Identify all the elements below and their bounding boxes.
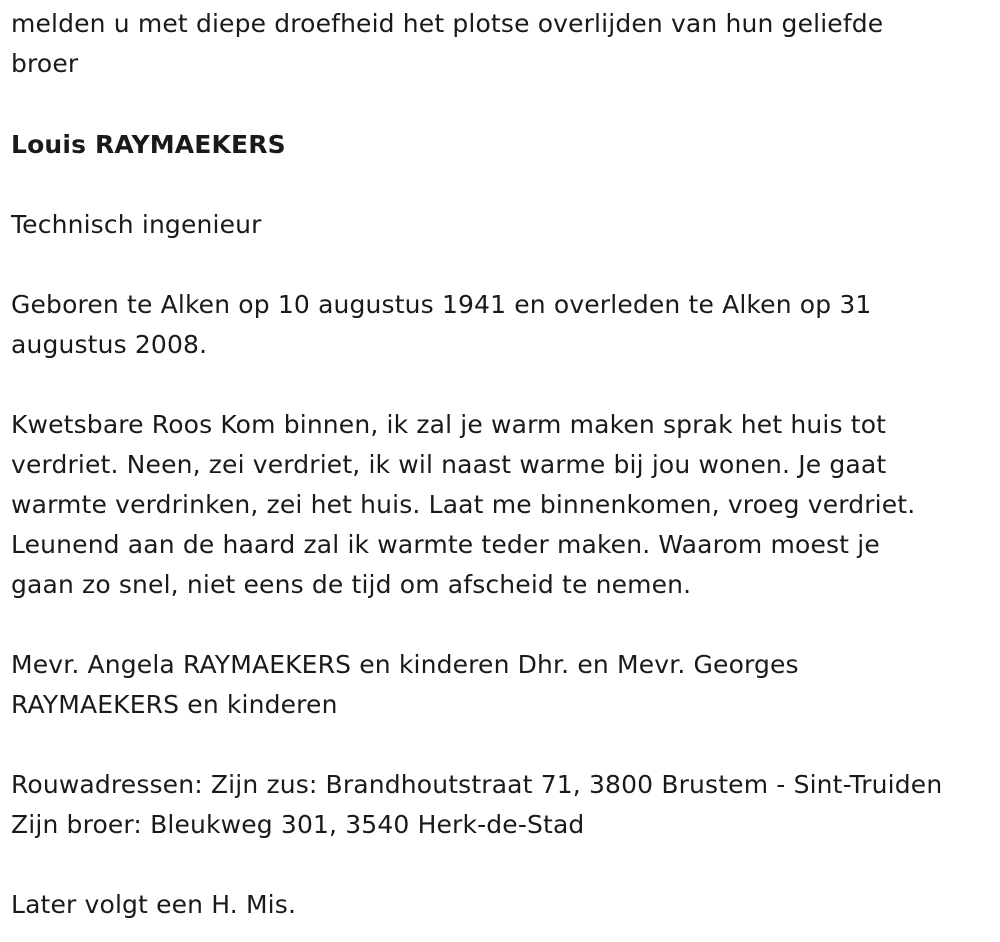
poem-paragraph <box>11 405 915 605</box>
profession: Technisch ingenieur <box>11 210 262 239</box>
deceased-name: Louis RAYMAEKERS <box>11 130 286 159</box>
birth-death-line: Geboren te Alken op 10 augustus 1941 en overleden te Alken op 31 <box>11 290 872 319</box>
poem-line: Kwetsbare Roos Kom binnen, ik zal je warm maken sprak het huis tot <box>11 410 887 439</box>
closing-line: Later volgt een H. Mis. <box>11 890 297 919</box>
family-line: RAYMAEKERS en kinderen <box>11 690 338 719</box>
poem-line: Leunend aan de haard zal ik warmte teder maken. Waarom moest je <box>11 530 880 559</box>
birth-death-paragraph <box>11 285 871 365</box>
poem-line: gaan zo snel, niet eens de tijd om afscheid te nemen. <box>11 570 692 599</box>
poem-line: verdriet. Neen, zei verdriet, ik wil naast warme bij jou wonen. Je gaat <box>11 450 887 479</box>
address-line: Zijn broer: Bleukweg 301, 3540 Herk-de-Stad <box>11 810 585 839</box>
intro-paragraph <box>11 4 883 84</box>
addresses-paragraph <box>11 765 942 845</box>
poem-line: warmte verdrinken, zei het huis. Laat me binnenkomen, vroeg verdriet. <box>11 490 916 519</box>
family-line: Mevr. Angela RAYMAEKERS en kinderen Dhr. en Mevr. Georges <box>11 650 799 679</box>
birth-death-line: augustus 2008. <box>11 330 208 359</box>
address-line: Rouwadressen: Zijn zus: Brandhoutstraat 71, 3800 Brustem - Sint-Truiden <box>11 770 943 799</box>
family-paragraph <box>11 645 799 725</box>
intro-line: broer <box>11 49 79 78</box>
intro-line: melden u met diepe droefheid het plotse overlijden van hun geliefde <box>11 9 884 38</box>
